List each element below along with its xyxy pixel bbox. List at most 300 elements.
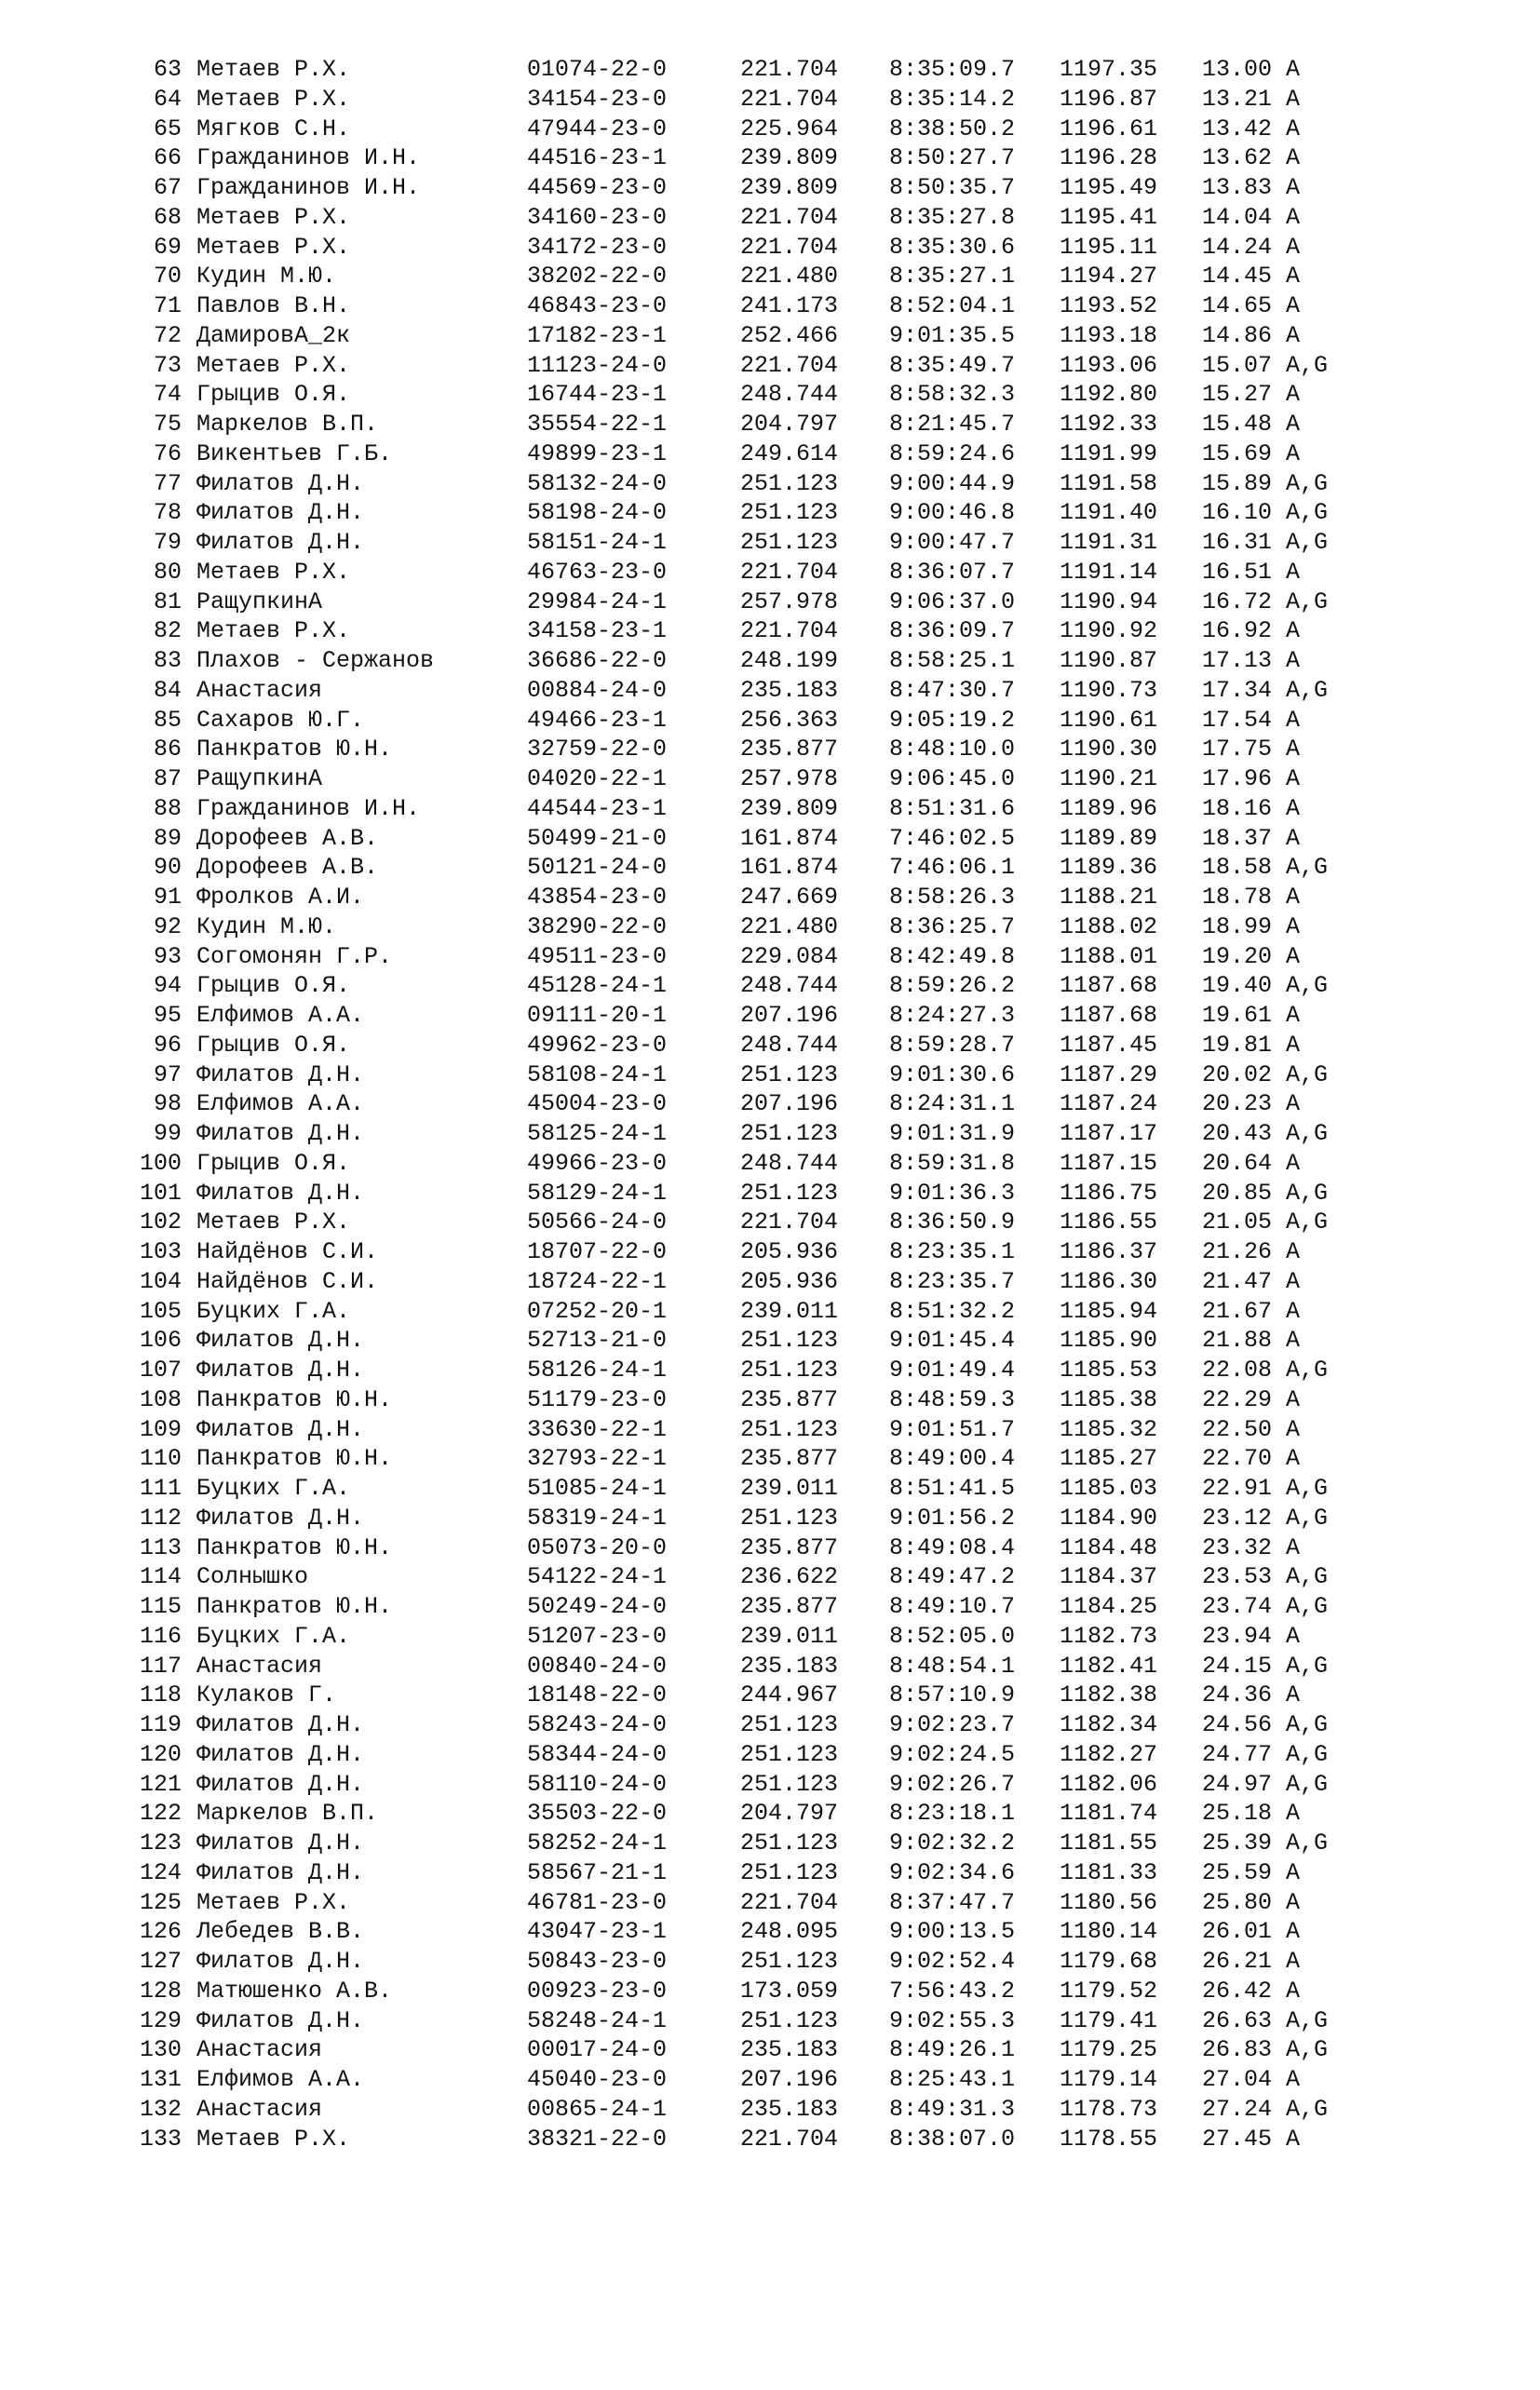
name-cell: Фролков А.И. [196, 884, 365, 911]
ring-cell: 38321-22-0 [527, 2125, 668, 2153]
table-row [0, 1977, 1540, 2006]
table-row [0, 883, 1540, 912]
points-cell: 26.21 A [1202, 1948, 1301, 1975]
time-cell: 8:21:45.7 [889, 411, 1016, 438]
points-cell: 14.24 A [1202, 233, 1301, 261]
name-cell: Грыцив О.Я. [196, 381, 351, 409]
table-row [0, 1681, 1540, 1710]
place-cell: 131 [139, 2066, 182, 2093]
ring-cell: 50121-24-0 [527, 854, 668, 882]
ring-cell: 50566-24-0 [527, 1209, 668, 1236]
place-cell: 114 [139, 1563, 182, 1591]
points-cell: 13.83 A [1202, 174, 1301, 201]
place-cell: 67 [153, 174, 182, 201]
distance-cell: 205.936 [740, 1238, 839, 1265]
distance-cell: 221.704 [740, 2125, 839, 2153]
speed-cell: 1189.96 [1060, 794, 1158, 822]
ring-cell: 58319-24-1 [527, 1504, 668, 1532]
time-cell: 8:52:04.1 [889, 292, 1016, 319]
place-cell: 91 [153, 884, 182, 911]
distance-cell: 221.480 [740, 912, 839, 940]
speed-cell: 1190.94 [1060, 587, 1158, 615]
time-cell: 8:36:09.7 [889, 617, 1016, 645]
table-row [0, 1710, 1540, 1740]
ring-cell: 58125-24-1 [527, 1120, 668, 1147]
speed-cell: 1195.11 [1060, 233, 1158, 261]
time-cell: 9:02:55.3 [889, 2006, 1016, 2034]
place-cell: 94 [153, 972, 182, 1000]
speed-cell: 1190.87 [1060, 647, 1158, 674]
name-cell: Метаев Р.Х. [196, 56, 351, 83]
table-row [0, 1060, 1540, 1090]
table-row [0, 1297, 1540, 1327]
name-cell: Буцких Г.А. [196, 1297, 351, 1325]
speed-cell: 1187.17 [1060, 1120, 1158, 1147]
time-cell: 8:38:07.0 [889, 2125, 1016, 2153]
name-cell: Филатов Д.Н. [196, 1948, 365, 1975]
distance-cell: 235.183 [740, 2036, 839, 2064]
place-cell: 72 [153, 321, 182, 349]
distance-cell: 205.936 [740, 1267, 839, 1295]
name-cell: Филатов Д.Н. [196, 2006, 365, 2034]
distance-cell: 251.123 [740, 1711, 839, 1738]
points-cell: 15.07 A,G [1202, 351, 1329, 379]
points-cell: 24.15 A,G [1202, 1652, 1329, 1680]
distance-cell: 221.704 [740, 617, 839, 645]
speed-cell: 1182.27 [1060, 1740, 1158, 1768]
points-cell: 27.45 A [1202, 2125, 1301, 2153]
name-cell: Анастасия [196, 2095, 323, 2123]
time-cell: 9:00:44.9 [889, 469, 1016, 497]
ring-cell: 49466-23-1 [527, 706, 668, 734]
points-cell: 15.27 A [1202, 381, 1301, 409]
ring-cell: 49899-23-1 [527, 439, 668, 467]
time-cell: 8:42:49.8 [889, 942, 1016, 970]
time-cell: 8:36:50.9 [889, 1209, 1016, 1236]
points-cell: 22.08 A,G [1202, 1357, 1329, 1384]
table-row [0, 321, 1540, 351]
place-cell: 112 [139, 1504, 182, 1532]
speed-cell: 1188.02 [1060, 912, 1158, 940]
ring-cell: 34160-23-0 [527, 203, 668, 231]
speed-cell: 1196.61 [1060, 115, 1158, 142]
points-cell: 16.51 A [1202, 558, 1301, 586]
points-cell: 15.69 A [1202, 439, 1301, 467]
distance-cell: 251.123 [740, 1357, 839, 1384]
points-cell: 14.65 A [1202, 292, 1301, 319]
points-cell: 13.21 A [1202, 85, 1301, 113]
points-cell: 24.36 A [1202, 1681, 1301, 1709]
table-row [0, 1829, 1540, 1858]
ring-cell: 05073-20-0 [527, 1533, 668, 1561]
place-cell: 116 [139, 1622, 182, 1650]
place-cell: 65 [153, 115, 182, 142]
points-cell: 17.34 A,G [1202, 676, 1329, 704]
speed-cell: 1187.29 [1060, 1060, 1158, 1088]
distance-cell: 173.059 [740, 1977, 839, 2005]
time-cell: 8:59:24.6 [889, 439, 1016, 467]
ring-cell: 44544-23-1 [527, 794, 668, 822]
table-row [0, 173, 1540, 203]
ring-cell: 58243-24-0 [527, 1711, 668, 1738]
speed-cell: 1185.32 [1060, 1415, 1158, 1443]
ring-cell: 00865-24-1 [527, 2095, 668, 2123]
place-cell: 63 [153, 56, 182, 83]
time-cell: 8:48:59.3 [889, 1385, 1016, 1413]
speed-cell: 1190.30 [1060, 736, 1158, 763]
place-cell: 115 [139, 1593, 182, 1620]
speed-cell: 1192.80 [1060, 381, 1158, 409]
time-cell: 9:01:36.3 [889, 1179, 1016, 1207]
place-cell: 113 [139, 1533, 182, 1561]
ring-cell: 34154-23-0 [527, 85, 668, 113]
table-row [0, 498, 1540, 528]
table-row [0, 203, 1540, 233]
distance-cell: 204.797 [740, 411, 839, 438]
points-cell: 20.64 A [1202, 1149, 1301, 1177]
table-row [0, 2095, 1540, 2125]
time-cell: 9:01:31.9 [889, 1120, 1016, 1147]
ring-cell: 58126-24-1 [527, 1357, 668, 1384]
speed-cell: 1191.99 [1060, 439, 1158, 467]
place-cell: 107 [139, 1357, 182, 1384]
ring-cell: 49511-23-0 [527, 942, 668, 970]
time-cell: 8:48:54.1 [889, 1652, 1016, 1680]
ring-cell: 11123-24-0 [527, 351, 668, 379]
time-cell: 9:02:24.5 [889, 1740, 1016, 1768]
time-cell: 9:02:34.6 [889, 1858, 1016, 1886]
points-cell: 20.43 A,G [1202, 1120, 1329, 1147]
points-cell: 20.23 A [1202, 1090, 1301, 1118]
points-cell: 16.92 A [1202, 617, 1301, 645]
time-cell: 9:02:32.2 [889, 1830, 1016, 1857]
name-cell: Гражданинов И.Н. [196, 794, 421, 822]
table-row [0, 233, 1540, 263]
points-cell: 27.04 A [1202, 2066, 1301, 2093]
table-row [0, 1888, 1540, 1918]
place-cell: 89 [153, 824, 182, 852]
time-cell: 9:02:52.4 [889, 1948, 1016, 1975]
place-cell: 132 [139, 2095, 182, 2123]
place-cell: 84 [153, 676, 182, 704]
distance-cell: 235.877 [740, 1593, 839, 1620]
name-cell: Буцких Г.А. [196, 1622, 351, 1650]
speed-cell: 1184.90 [1060, 1504, 1158, 1532]
table-row [0, 1031, 1540, 1060]
ring-cell: 50843-23-0 [527, 1948, 668, 1975]
points-cell: 21.67 A [1202, 1297, 1301, 1325]
points-cell: 15.89 A,G [1202, 469, 1329, 497]
points-cell: 18.99 A [1202, 912, 1301, 940]
table-row [0, 1089, 1540, 1119]
name-cell: Матюшенко А.В. [196, 1977, 393, 2005]
time-cell: 8:24:31.1 [889, 1090, 1016, 1118]
speed-cell: 1190.21 [1060, 765, 1158, 792]
table-row [0, 853, 1540, 883]
ring-cell: 04020-22-1 [527, 765, 668, 792]
points-cell: 26.42 A [1202, 1977, 1301, 2005]
table-row [0, 587, 1540, 617]
name-cell: Найдёнов С.И. [196, 1267, 379, 1295]
place-cell: 98 [153, 1090, 182, 1118]
name-cell: Кудин М.Ю. [196, 263, 337, 290]
ring-cell: 44569-23-0 [527, 174, 668, 201]
name-cell: Дорофеев А.В. [196, 854, 379, 882]
time-cell: 8:23:18.1 [889, 1800, 1016, 1828]
speed-cell: 1181.55 [1060, 1830, 1158, 1857]
distance-cell: 221.704 [740, 558, 839, 586]
ring-cell: 16744-23-1 [527, 381, 668, 409]
points-cell: 26.01 A [1202, 1918, 1301, 1946]
points-cell: 17.13 A [1202, 647, 1301, 674]
speed-cell: 1179.41 [1060, 2006, 1158, 2034]
distance-cell: 207.196 [740, 1090, 839, 1118]
points-cell: 13.42 A [1202, 115, 1301, 142]
name-cell: Солнышко [196, 1563, 309, 1591]
place-cell: 124 [139, 1858, 182, 1886]
time-cell: 8:49:10.7 [889, 1593, 1016, 1620]
ring-cell: 34158-23-1 [527, 617, 668, 645]
table-row [0, 1444, 1540, 1474]
place-cell: 76 [153, 439, 182, 467]
ring-cell: 58129-24-1 [527, 1179, 668, 1207]
name-cell: Филатов Д.Н. [196, 1060, 365, 1088]
ring-cell: 32759-22-0 [527, 736, 668, 763]
name-cell: Филатов Д.Н. [196, 529, 365, 556]
points-cell: 14.86 A [1202, 321, 1301, 349]
speed-cell: 1181.33 [1060, 1858, 1158, 1886]
name-cell: РащупкинА [196, 765, 323, 792]
name-cell: Анастасия [196, 676, 323, 704]
name-cell: Кудин М.Ю. [196, 912, 337, 940]
ring-cell: 51179-23-0 [527, 1385, 668, 1413]
time-cell: 9:01:51.7 [889, 1415, 1016, 1443]
name-cell: Маркелов В.П. [196, 411, 379, 438]
place-cell: 125 [139, 1888, 182, 1916]
speed-cell: 1193.52 [1060, 292, 1158, 319]
ring-cell: 43854-23-0 [527, 884, 668, 911]
speed-cell: 1187.68 [1060, 1002, 1158, 1029]
speed-cell: 1182.73 [1060, 1622, 1158, 1650]
name-cell: Елфимов А.А. [196, 1090, 365, 1118]
table-row [0, 558, 1540, 587]
name-cell: Филатов Д.Н. [196, 499, 365, 527]
table-row [0, 1652, 1540, 1681]
name-cell: Лебедев В.В. [196, 1918, 365, 1946]
distance-cell: 251.123 [740, 2006, 839, 2034]
speed-cell: 1185.53 [1060, 1357, 1158, 1384]
points-cell: 23.32 A [1202, 1533, 1301, 1561]
table-row [0, 676, 1540, 706]
distance-cell: 251.123 [740, 1740, 839, 1768]
distance-cell: 252.466 [740, 321, 839, 349]
points-cell: 19.61 A [1202, 1002, 1301, 1029]
place-cell: 97 [153, 1060, 182, 1088]
time-cell: 9:00:47.7 [889, 529, 1016, 556]
distance-cell: 251.123 [740, 499, 839, 527]
name-cell: Панкратов Ю.Н. [196, 1593, 393, 1620]
speed-cell: 1186.30 [1060, 1267, 1158, 1295]
speed-cell: 1185.90 [1060, 1327, 1158, 1355]
ring-cell: 00840-24-0 [527, 1652, 668, 1680]
distance-cell: 225.964 [740, 115, 839, 142]
table-row [0, 1592, 1540, 1622]
time-cell: 7:56:43.2 [889, 1977, 1016, 2005]
speed-cell: 1185.94 [1060, 1297, 1158, 1325]
time-cell: 8:58:26.3 [889, 884, 1016, 911]
time-cell: 8:48:10.0 [889, 736, 1016, 763]
speed-cell: 1187.24 [1060, 1090, 1158, 1118]
speed-cell: 1194.27 [1060, 263, 1158, 290]
table-row [0, 824, 1540, 854]
place-cell: 70 [153, 263, 182, 290]
distance-cell: 235.183 [740, 2095, 839, 2123]
time-cell: 9:00:13.5 [889, 1918, 1016, 1946]
distance-cell: 251.123 [740, 529, 839, 556]
points-cell: 19.20 A [1202, 942, 1301, 970]
name-cell: Сахаров Ю.Г. [196, 706, 365, 734]
speed-cell: 1189.89 [1060, 824, 1158, 852]
ring-cell: 50499-21-0 [527, 824, 668, 852]
speed-cell: 1178.73 [1060, 2095, 1158, 2123]
place-cell: 99 [153, 1120, 182, 1147]
points-cell: 25.39 A,G [1202, 1830, 1329, 1857]
name-cell: Грыцив О.Я. [196, 1149, 351, 1177]
distance-cell: 251.123 [740, 1948, 839, 1975]
speed-cell: 1192.33 [1060, 411, 1158, 438]
place-cell: 102 [139, 1209, 182, 1236]
time-cell: 8:49:08.4 [889, 1533, 1016, 1561]
table-row [0, 2065, 1540, 2095]
name-cell: Мягков С.Н. [196, 115, 351, 142]
points-cell: 13.62 A [1202, 144, 1301, 172]
time-cell: 9:06:37.0 [889, 587, 1016, 615]
place-cell: 74 [153, 381, 182, 409]
place-cell: 121 [139, 1770, 182, 1798]
table-row [0, 143, 1540, 173]
place-cell: 77 [153, 469, 182, 497]
name-cell: Буцких Г.А. [196, 1475, 351, 1502]
points-cell: 18.58 A,G [1202, 854, 1329, 882]
place-cell: 126 [139, 1918, 182, 1946]
speed-cell: 1187.15 [1060, 1149, 1158, 1177]
points-cell: 18.37 A [1202, 824, 1301, 852]
points-cell: 24.77 A,G [1202, 1740, 1329, 1768]
ring-cell: 35554-22-1 [527, 411, 668, 438]
table-row [0, 764, 1540, 794]
distance-cell: 257.978 [740, 587, 839, 615]
time-cell: 8:24:27.3 [889, 1002, 1016, 1029]
place-cell: 123 [139, 1830, 182, 1857]
ring-cell: 45004-23-0 [527, 1090, 668, 1118]
place-cell: 120 [139, 1740, 182, 1768]
place-cell: 64 [153, 85, 182, 113]
time-cell: 8:49:26.1 [889, 2036, 1016, 2064]
points-cell: 22.91 A,G [1202, 1475, 1329, 1502]
place-cell: 86 [153, 736, 182, 763]
speed-cell: 1186.37 [1060, 1238, 1158, 1265]
distance-cell: 221.480 [740, 263, 839, 290]
time-cell: 8:35:49.7 [889, 351, 1016, 379]
speed-cell: 1186.55 [1060, 1209, 1158, 1236]
place-cell: 71 [153, 292, 182, 319]
distance-cell: 251.123 [740, 1415, 839, 1443]
place-cell: 80 [153, 558, 182, 586]
table-row [0, 1474, 1540, 1504]
speed-cell: 1186.75 [1060, 1179, 1158, 1207]
distance-cell: 251.123 [740, 1060, 839, 1088]
distance-cell: 248.199 [740, 647, 839, 674]
place-cell: 133 [139, 2125, 182, 2153]
distance-cell: 221.704 [740, 85, 839, 113]
ring-cell: 50249-24-0 [527, 1593, 668, 1620]
distance-cell: 229.084 [740, 942, 839, 970]
time-cell: 8:36:07.7 [889, 558, 1016, 586]
table-row [0, 1947, 1540, 1977]
points-cell: 18.78 A [1202, 884, 1301, 911]
name-cell: Кулаков Г. [196, 1681, 337, 1709]
distance-cell: 235.183 [740, 1652, 839, 1680]
name-cell: Гражданинов И.Н. [196, 174, 421, 201]
ring-cell: 18148-22-0 [527, 1681, 668, 1709]
table-row [0, 1208, 1540, 1237]
speed-cell: 1187.45 [1060, 1031, 1158, 1059]
ring-cell: 52713-21-0 [527, 1327, 668, 1355]
name-cell: Метаев Р.Х. [196, 558, 351, 586]
ring-cell: 58344-24-0 [527, 1740, 668, 1768]
time-cell: 8:38:50.2 [889, 115, 1016, 142]
time-cell: 8:50:27.7 [889, 144, 1016, 172]
table-row [0, 1237, 1540, 1267]
ring-cell: 51085-24-1 [527, 1475, 668, 1502]
ring-cell: 38290-22-0 [527, 912, 668, 940]
table-row [0, 646, 1540, 676]
speed-cell: 1179.68 [1060, 1948, 1158, 1975]
place-cell: 87 [153, 765, 182, 792]
table-row [0, 971, 1540, 1001]
distance-cell: 251.123 [740, 1120, 839, 1147]
speed-cell: 1184.37 [1060, 1563, 1158, 1591]
time-cell: 9:02:26.7 [889, 1770, 1016, 1798]
results-table [0, 55, 1540, 2154]
table-row [0, 1149, 1540, 1179]
ring-cell: 49966-23-0 [527, 1149, 668, 1177]
speed-cell: 1188.21 [1060, 884, 1158, 911]
time-cell: 9:00:46.8 [889, 499, 1016, 527]
distance-cell: 207.196 [740, 2066, 839, 2093]
distance-cell: 251.123 [740, 469, 839, 497]
points-cell: 21.47 A [1202, 1267, 1301, 1295]
name-cell: Метаев Р.Х. [196, 1888, 351, 1916]
ring-cell: 46763-23-0 [527, 558, 668, 586]
speed-cell: 1184.25 [1060, 1593, 1158, 1620]
name-cell: Филатов Д.Н. [196, 1415, 365, 1443]
speed-cell: 1197.35 [1060, 56, 1158, 83]
points-cell: 19.81 A [1202, 1031, 1301, 1059]
place-cell: 119 [139, 1711, 182, 1738]
name-cell: Метаев Р.Х. [196, 617, 351, 645]
time-cell: 9:02:23.7 [889, 1711, 1016, 1738]
table-row [0, 380, 1540, 410]
ring-cell: 07252-20-1 [527, 1297, 668, 1325]
ring-cell: 43047-23-1 [527, 1918, 668, 1946]
place-cell: 75 [153, 411, 182, 438]
ring-cell: 00884-24-0 [527, 676, 668, 704]
name-cell: Филатов Д.Н. [196, 1327, 365, 1355]
name-cell: Филатов Д.Н. [196, 1711, 365, 1738]
time-cell: 8:35:30.6 [889, 233, 1016, 261]
name-cell: Найдёнов С.И. [196, 1238, 379, 1265]
